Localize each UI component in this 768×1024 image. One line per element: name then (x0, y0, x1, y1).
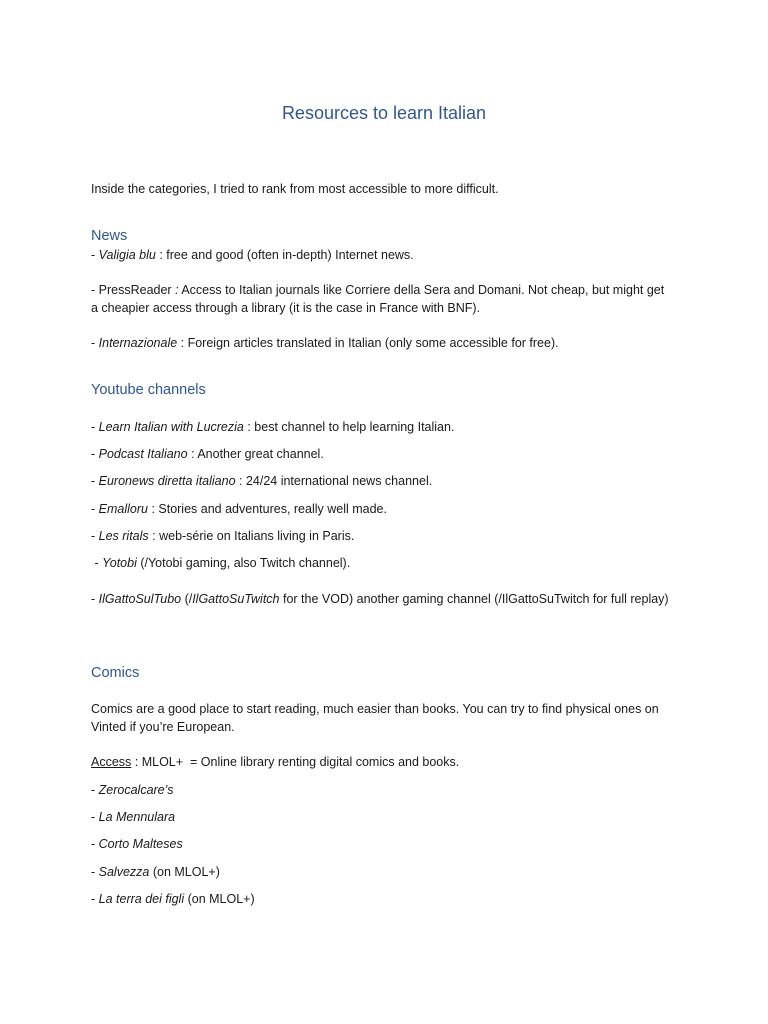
section-heading-youtube: Youtube channels (91, 382, 206, 398)
item-text: : best channel to help learning Italian. (243, 420, 455, 434)
access-text: : MLOL+ = Online library renting digital comics and books. (131, 755, 460, 769)
item-name: Les ritals (98, 529, 149, 543)
item-text: : Another great channel. (187, 447, 324, 461)
item-text: (on MLOL+) (149, 865, 220, 879)
intro-paragraph: Inside the categories, I tried to rank from most accessible to more difficult. (91, 182, 499, 196)
access-label: Access (91, 755, 132, 769)
item-text: for the VOD) another gaming channel (/IlGattoSuTwitch for full replay) (279, 592, 669, 606)
item-name: Yotobi (102, 556, 137, 570)
section-heading-news: News (91, 228, 128, 244)
item-name: IlGattoSulTubo (98, 592, 182, 606)
item-text: : 24/24 international news channel. (235, 474, 433, 488)
youtube-item (91, 527, 671, 545)
news-item-pressreader (91, 281, 671, 317)
item-name: Podcast Italiano (98, 447, 188, 461)
comics-item (91, 808, 671, 826)
list-prefix: - PressReader (91, 283, 176, 297)
list-prefix: - (91, 892, 99, 906)
comics-item (91, 890, 671, 908)
list-prefix: - (91, 783, 99, 797)
item-name: : (175, 283, 179, 297)
item-text: (/ (181, 592, 193, 606)
list-prefix: - (91, 502, 99, 516)
item-name: Learn Italian with Lucrezia (98, 420, 244, 434)
youtube-item (91, 554, 671, 572)
item-name: Corto Malteses (98, 837, 183, 851)
item-text: : Foreign articles translated in Italian (only some accessible for free). (177, 336, 559, 350)
item-name: Valigia blu (98, 248, 156, 262)
comics-access-line (91, 753, 671, 771)
item-name: Internazionale (98, 336, 178, 350)
news-item-valigia-blu (91, 246, 671, 264)
list-prefix: - (91, 592, 99, 606)
comics-intro: Comics are a good place to start reading, much easier than books. You can try to find physical ones on Vinted if you’re European. (91, 702, 659, 734)
list-prefix: - (91, 865, 99, 879)
list-prefix: - (91, 336, 99, 350)
youtube-item (91, 418, 671, 436)
item-text: Access to Italian journals like Corriere della Sera and Domani. Not cheap, but might get a cheapier access through a library (it is the case in France with BNF). (91, 283, 665, 315)
list-prefix: - (91, 420, 99, 434)
item-name: Zerocalcare’s (98, 783, 174, 797)
item-text: (on MLOL+) (184, 892, 255, 906)
item-text: (/Yotobi gaming, also Twitch channel). (136, 556, 351, 570)
item-text: : web-série on Italians living in Paris. (148, 529, 355, 543)
item-name: Emalloru (98, 502, 148, 516)
item-name: IlGattoSuTwitch (192, 592, 280, 606)
youtube-item (91, 500, 671, 518)
section-heading-comics: Comics (91, 665, 140, 681)
item-name: Salvezza (98, 865, 150, 879)
youtube-item (91, 472, 671, 490)
document-title: Resources to learn Italian (281, 103, 487, 123)
item-name: La terra dei figli (98, 892, 185, 906)
list-prefix: - (91, 248, 99, 262)
list-prefix: - (91, 474, 99, 488)
news-item-internazionale (91, 334, 671, 352)
item-text: : Stories and adventures, really well made. (147, 502, 387, 516)
list-prefix: - (91, 447, 99, 461)
comics-item (91, 863, 671, 881)
item-text: : free and good (often in-depth) Internet news. (155, 248, 414, 262)
list-prefix: - (91, 556, 103, 570)
item-name: Euronews diretta italiano (98, 474, 236, 488)
youtube-item-ilgatto (91, 590, 671, 608)
list-prefix: - (91, 810, 99, 824)
youtube-item (91, 445, 671, 463)
list-prefix: - (91, 529, 99, 543)
comics-item (91, 835, 671, 853)
item-name: La Mennulara (98, 810, 176, 824)
list-prefix: - (91, 837, 99, 851)
comics-item (91, 781, 671, 799)
